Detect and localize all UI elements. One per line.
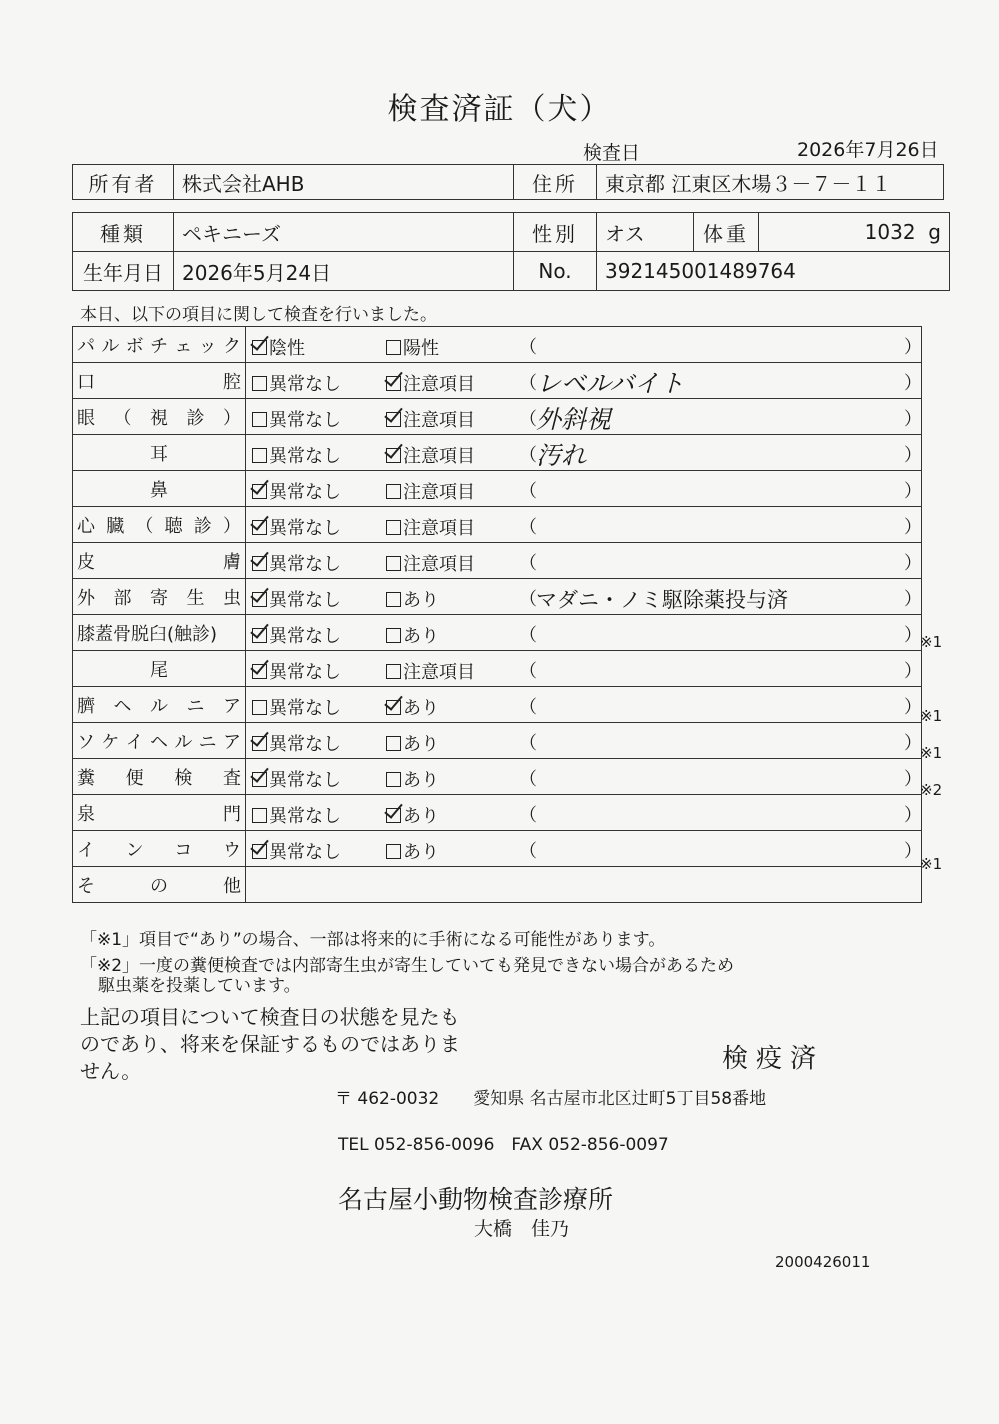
exam-row	[73, 687, 922, 723]
option-2	[386, 658, 475, 684]
option-1	[252, 694, 341, 720]
clinic-address: 〒 462-0032 愛知県 名古屋市北区辻町5丁目58番地	[335, 1089, 767, 1109]
document-title: 検査済証（犬）	[387, 92, 612, 127]
exam-category-label: 尾	[150, 659, 168, 681]
option-2	[386, 730, 439, 756]
option-1	[252, 622, 341, 648]
option-1	[252, 514, 341, 540]
option-1	[252, 586, 341, 612]
checked-checkbox	[386, 448, 401, 463]
address-label: 住所	[514, 165, 597, 200]
exam-category	[73, 687, 246, 723]
exam-category-label: 外 部 寄 生 虫	[77, 587, 241, 609]
dob-label: 生年月日	[73, 252, 174, 291]
checkbox	[386, 556, 401, 571]
paren-open: （	[519, 625, 537, 646]
exam-result	[246, 543, 922, 579]
option-2	[386, 334, 439, 360]
exam-category-label: 糞 便 検 査	[77, 767, 241, 789]
no-value: 392145001489764	[597, 252, 950, 291]
exam-result	[246, 687, 922, 723]
paren-open: （	[519, 409, 537, 430]
option-label: あり	[403, 770, 439, 791]
exam-result	[246, 831, 922, 867]
option-2	[386, 802, 439, 828]
exam-category	[73, 579, 246, 615]
option-label: 注意項目	[403, 518, 475, 539]
exam-category	[73, 651, 246, 687]
paren-close: ）	[904, 661, 922, 682]
footnote-marker: ※1	[920, 632, 943, 651]
checkbox	[252, 700, 267, 715]
footnote-1: 「※1」項目で“あり”の場合、一部は将来的に手術になる可能性があります。	[80, 930, 666, 950]
exam-category-label: イ ン コ ウ	[77, 839, 241, 861]
exam-note: 汚れ	[536, 441, 587, 470]
option-label: 異常なし	[269, 806, 341, 827]
exam-category	[73, 543, 246, 579]
option-label: 注意項目	[403, 662, 475, 683]
paren-close: ）	[904, 625, 922, 646]
owner-table	[72, 164, 944, 200]
checkbox	[386, 772, 401, 787]
checked-checkbox	[252, 844, 267, 859]
exam-category	[73, 399, 246, 435]
exam-category	[73, 471, 246, 507]
owner-value: 株式会社AHB	[174, 165, 514, 200]
exam-category-label: 臍 ヘ ル ニ ア	[77, 695, 241, 717]
footnote-2a: 「※2」一度の糞便検査では内部寄生虫が寄生していても発見できない場合があるため	[80, 956, 735, 976]
paren-close: ）	[904, 481, 922, 502]
option-2	[386, 622, 439, 648]
option-label: あり	[403, 698, 439, 719]
paren-close: ）	[904, 409, 922, 430]
exam-result	[246, 579, 922, 615]
paren-close: ）	[904, 805, 922, 826]
exam-row	[73, 435, 922, 471]
checked-checkbox	[386, 700, 401, 715]
paren-open: （	[519, 661, 537, 682]
paren-open: （	[519, 481, 537, 502]
option-label: 異常なし	[269, 626, 341, 647]
exam-category	[73, 507, 246, 543]
dob-value: 2026年5月24日	[174, 252, 514, 291]
exam-result	[246, 327, 922, 363]
checkbox	[252, 448, 267, 463]
exam-category-label: 鼻	[150, 479, 168, 501]
option-1	[252, 838, 341, 864]
checked-checkbox	[252, 628, 267, 643]
exam-category	[73, 867, 246, 903]
exam-row	[73, 399, 922, 435]
paren-open: （	[519, 697, 537, 718]
paren-open: （	[519, 373, 537, 394]
option-label: 異常なし	[269, 662, 341, 683]
paren-close: ）	[904, 445, 922, 466]
exam-date-label: 検査日	[583, 142, 641, 164]
checkbox	[386, 520, 401, 535]
checked-checkbox	[252, 664, 267, 679]
exam-row	[73, 651, 922, 687]
option-label: 注意項目	[403, 410, 475, 431]
option-1	[252, 730, 341, 756]
option-label: 異常なし	[269, 842, 341, 863]
exam-result	[246, 471, 922, 507]
option-2	[386, 406, 475, 432]
checkbox	[386, 340, 401, 355]
weight-label: 体重	[694, 213, 759, 252]
option-label: あり	[403, 626, 439, 647]
paren-close: ）	[904, 769, 922, 790]
option-label: 異常なし	[269, 734, 341, 755]
weight-unit: g	[928, 220, 941, 244]
exam-category-label: 耳	[150, 443, 168, 465]
option-1	[252, 406, 341, 432]
checked-checkbox	[252, 520, 267, 535]
checkbox	[386, 736, 401, 751]
exam-row	[73, 507, 922, 543]
exam-row	[73, 723, 922, 759]
checkbox	[386, 844, 401, 859]
owner-label: 所有者	[73, 165, 174, 200]
clinic-name: 名古屋小動物検査診療所	[338, 1185, 614, 1214]
exam-result	[246, 723, 922, 759]
paren-close: ）	[904, 841, 922, 862]
footnote-2b: 駆虫薬を投薬しています。	[98, 976, 301, 996]
paren-close: ）	[904, 517, 922, 538]
exam-table	[72, 326, 922, 903]
paren-close: ）	[904, 589, 922, 610]
paren-close: ）	[904, 373, 922, 394]
option-2	[386, 442, 475, 468]
checkbox	[386, 664, 401, 679]
option-1	[252, 550, 341, 576]
breed-value: ペキニーズ	[174, 213, 514, 252]
paren-close: ）	[904, 553, 922, 574]
option-label: 異常なし	[269, 770, 341, 791]
exam-category	[73, 723, 246, 759]
clinic-phone: TEL 052-856-0096 FAX 052-856-0097	[338, 1135, 669, 1155]
no-label: No.	[514, 252, 597, 291]
checkbox	[386, 484, 401, 499]
paren-open: （	[519, 553, 537, 574]
option-1	[252, 766, 341, 792]
paren-close: ）	[904, 337, 922, 358]
paren-close: ）	[904, 733, 922, 754]
exam-category	[73, 435, 246, 471]
exam-category-label: 心 臓 （ 聴 診 ）	[77, 515, 241, 537]
checkbox	[252, 376, 267, 391]
exam-result	[246, 399, 922, 435]
paren-open: （	[519, 589, 537, 610]
exam-date-value: 2026年7月26日	[797, 139, 939, 161]
exam-row	[73, 831, 922, 867]
option-label: 異常なし	[269, 374, 341, 395]
exam-category-label: 皮 膚	[77, 551, 241, 573]
paren-open: （	[519, 769, 537, 790]
address-value: 東京都 江東区木場３－７－１１	[597, 165, 944, 200]
option-label: あり	[403, 734, 439, 755]
checked-checkbox	[252, 592, 267, 607]
option-label: 異常なし	[269, 410, 341, 431]
option-label: 注意項目	[403, 446, 475, 467]
option-2	[386, 838, 439, 864]
option-label: 異常なし	[269, 554, 341, 575]
option-label: 異常なし	[269, 446, 341, 467]
exam-row	[73, 471, 922, 507]
footnote-marker: ※1	[920, 744, 943, 763]
exam-category	[73, 363, 246, 399]
checked-checkbox	[252, 772, 267, 787]
vet-name: 大橋 佳乃	[474, 1218, 570, 1240]
paren-open: （	[519, 517, 537, 538]
exam-result	[246, 363, 922, 399]
footnote-marker: ※1	[920, 855, 943, 874]
exam-row	[73, 795, 922, 831]
exam-result	[246, 759, 922, 795]
breed-label: 種類	[73, 213, 174, 252]
option-2	[386, 694, 439, 720]
option-label: 陽性	[403, 338, 439, 359]
exam-category-label: パ ル ボ チ ェ ッ ク	[77, 335, 241, 357]
checked-checkbox	[386, 376, 401, 391]
exam-category-label: 泉 門	[77, 803, 241, 825]
paren-open: （	[519, 805, 537, 826]
option-label: 異常なし	[269, 518, 341, 539]
sex-label: 性別	[514, 213, 597, 252]
dog-info-table	[72, 212, 950, 291]
paren-open: （	[519, 733, 537, 754]
checked-checkbox	[386, 808, 401, 823]
paren-open: （	[519, 445, 537, 466]
exam-category-label: そ の 他	[77, 875, 241, 897]
serial-number: 2000426011	[775, 1253, 871, 1271]
exam-category	[73, 831, 246, 867]
checked-checkbox	[252, 736, 267, 751]
exam-category-label: ソ ケ イ ヘ ル ニ ア	[77, 731, 241, 753]
exam-row	[73, 327, 922, 363]
checked-checkbox	[252, 484, 267, 499]
checkbox	[252, 808, 267, 823]
option-2	[386, 370, 475, 396]
exam-category	[73, 327, 246, 363]
weight-cell	[759, 213, 950, 252]
exam-result	[246, 507, 922, 543]
paren-open: （	[519, 337, 537, 358]
exam-result	[246, 651, 922, 687]
sex-value: オス	[597, 213, 694, 252]
exam-row	[73, 543, 922, 579]
checkbox	[252, 412, 267, 427]
exam-row	[73, 579, 922, 615]
option-label: あり	[403, 842, 439, 863]
option-label: あり	[403, 806, 439, 827]
exam-row	[73, 867, 922, 903]
exam-note: レベルバイト	[536, 369, 685, 398]
exam-category	[73, 615, 246, 651]
checked-checkbox	[252, 340, 267, 355]
footnote-marker: ※2	[920, 781, 943, 800]
option-label: 異常なし	[269, 590, 341, 611]
option-2	[386, 586, 439, 612]
option-1	[252, 478, 341, 504]
option-label: 異常なし	[269, 482, 341, 503]
exam-category	[73, 795, 246, 831]
option-2	[386, 514, 475, 540]
option-label: 注意項目	[403, 374, 475, 395]
exam-row	[73, 615, 922, 651]
option-label: 注意項目	[403, 554, 475, 575]
checked-checkbox	[386, 412, 401, 427]
exam-category	[73, 759, 246, 795]
exam-note: マダニ・ノミ駆除薬投与済	[536, 588, 788, 612]
exam-row	[73, 759, 922, 795]
exam-result	[246, 615, 922, 651]
exam-result	[246, 795, 922, 831]
option-1	[252, 334, 305, 360]
option-1	[252, 442, 341, 468]
disclaimer: 上記の項目について検査日の状態を見たものであり、将来を保証するものではありません。	[80, 1005, 460, 1083]
option-1	[252, 658, 341, 684]
option-2	[386, 478, 475, 504]
checkbox	[386, 592, 401, 607]
footnote-marker: ※1	[920, 707, 943, 725]
option-1	[252, 802, 341, 828]
exam-result	[246, 435, 922, 471]
checkbox	[386, 628, 401, 643]
weight-value: 1032	[864, 220, 916, 244]
quarantine-stamp: 検疫済	[722, 1044, 825, 1074]
exam-row	[73, 363, 922, 399]
intro-text: 本日、以下の項目に関して検査を行いました。	[80, 305, 437, 325]
option-1	[252, 370, 341, 396]
option-label: 陰性	[269, 338, 305, 359]
option-label: あり	[403, 590, 439, 611]
exam-result	[246, 867, 922, 903]
exam-note: 外斜視	[536, 405, 612, 434]
exam-category-label: 膝蓋骨脱臼(触診)	[77, 623, 218, 645]
option-label: 注意項目	[403, 482, 475, 503]
checked-checkbox	[252, 556, 267, 571]
exam-category-label: 眼 （ 視 診 ）	[77, 407, 241, 429]
option-2	[386, 550, 475, 576]
paren-open: （	[519, 841, 537, 862]
exam-category-label: 口 腔	[77, 371, 241, 393]
option-label: 異常なし	[269, 698, 341, 719]
option-2	[386, 766, 439, 792]
paren-close: ）	[904, 697, 922, 718]
